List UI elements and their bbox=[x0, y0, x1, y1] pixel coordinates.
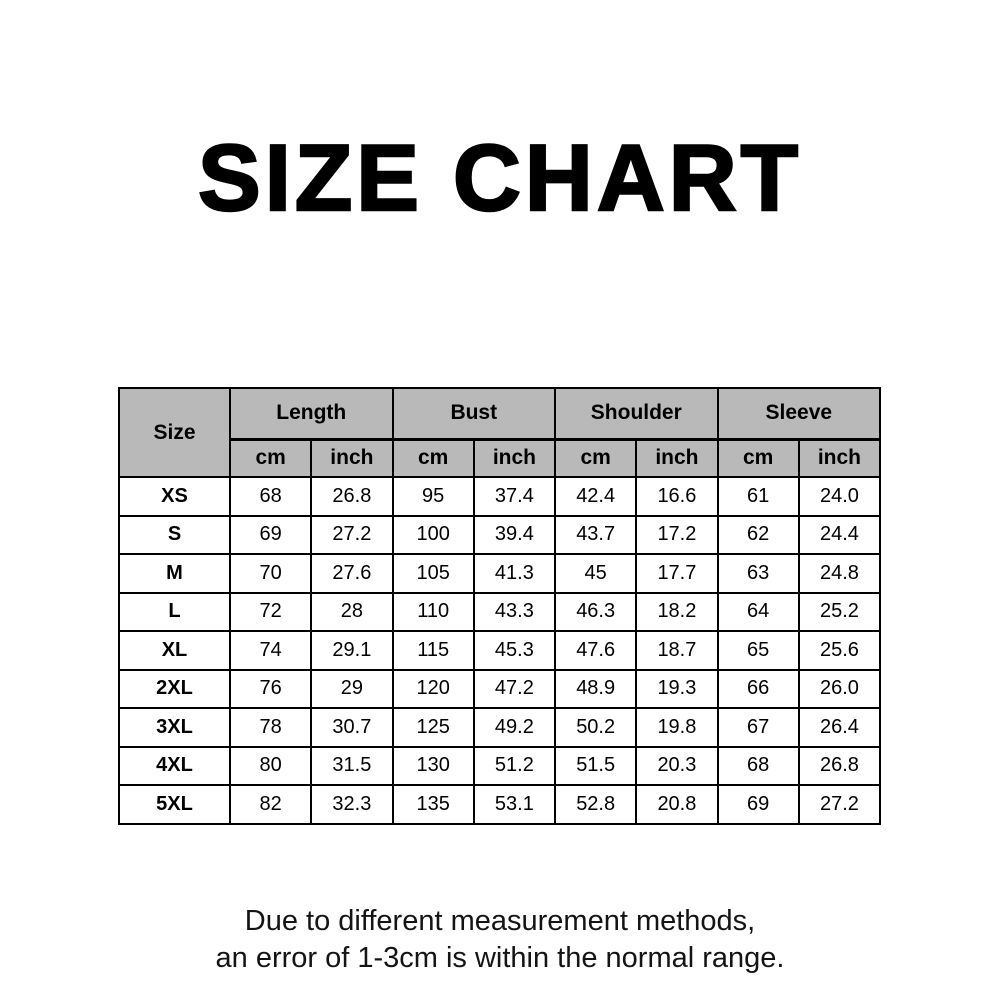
measurement-cell: 72 bbox=[230, 593, 311, 632]
measurement-cell: 24.4 bbox=[799, 516, 880, 555]
table-row bbox=[119, 593, 880, 632]
measurement-cell: 120 bbox=[393, 670, 474, 709]
measurement-cell: 67 bbox=[718, 708, 799, 747]
unit-header-length-inch: inch bbox=[311, 439, 392, 477]
measurement-cell: 16.6 bbox=[636, 477, 717, 516]
measurement-cell: 20.8 bbox=[636, 785, 717, 824]
table-row bbox=[119, 631, 880, 670]
measurement-cell: 100 bbox=[393, 516, 474, 555]
measurement-cell: 27.2 bbox=[311, 516, 392, 555]
measurement-cell: 43.7 bbox=[555, 516, 636, 555]
measurement-cell: 18.2 bbox=[636, 593, 717, 632]
measurement-cell: 70 bbox=[230, 554, 311, 593]
measurement-cell: 52.8 bbox=[555, 785, 636, 824]
measurement-cell: 20.3 bbox=[636, 747, 717, 786]
measurement-cell: 31.5 bbox=[311, 747, 392, 786]
measurement-cell: 26.4 bbox=[799, 708, 880, 747]
measurement-cell: 39.4 bbox=[474, 516, 555, 555]
measurement-cell: 32.3 bbox=[311, 785, 392, 824]
measurement-cell: 68 bbox=[230, 477, 311, 516]
measurement-cell: 74 bbox=[230, 631, 311, 670]
measurement-cell: 19.8 bbox=[636, 708, 717, 747]
measurement-cell: 135 bbox=[393, 785, 474, 824]
measurement-cell: 24.0 bbox=[799, 477, 880, 516]
measurement-cell: 63 bbox=[718, 554, 799, 593]
table-row bbox=[119, 747, 880, 786]
page-title: SIZE CHART bbox=[198, 125, 802, 230]
measurement-cell: 27.2 bbox=[799, 785, 880, 824]
group-header-row bbox=[119, 388, 880, 439]
note-line-1: Due to different measurement methods, bbox=[244, 905, 756, 937]
measurement-cell: 62 bbox=[718, 516, 799, 555]
measurement-cell: 43.3 bbox=[474, 593, 555, 632]
measurement-cell: 78 bbox=[230, 708, 311, 747]
measurement-cell: 82 bbox=[230, 785, 311, 824]
measurement-cell: 37.4 bbox=[474, 477, 555, 516]
table-row bbox=[119, 708, 880, 747]
measurement-cell: 51.5 bbox=[555, 747, 636, 786]
size-label: XL bbox=[119, 631, 230, 670]
measurement-cell: 42.4 bbox=[555, 477, 636, 516]
measurement-cell: 25.2 bbox=[799, 593, 880, 632]
measurement-cell: 29 bbox=[311, 670, 392, 709]
unit-header-length-cm: cm bbox=[230, 439, 311, 477]
group-header-length: Length bbox=[230, 388, 393, 439]
measurement-cell: 41.3 bbox=[474, 554, 555, 593]
measurement-cell: 26.8 bbox=[799, 747, 880, 786]
measurement-cell: 95 bbox=[393, 477, 474, 516]
unit-header-bust-inch: inch bbox=[474, 439, 555, 477]
unit-header-sleeve-cm: cm bbox=[718, 439, 799, 477]
size-label: L bbox=[119, 593, 230, 632]
group-header-shoulder: Shoulder bbox=[555, 388, 718, 439]
size-label: 4XL bbox=[119, 747, 230, 786]
size-label: XS bbox=[119, 477, 230, 516]
measurement-cell: 48.9 bbox=[555, 670, 636, 709]
note-line-2: an error of 1-3cm is within the normal range. bbox=[215, 942, 785, 975]
measurement-cell: 130 bbox=[393, 747, 474, 786]
measurement-cell: 125 bbox=[393, 708, 474, 747]
measurement-cell: 69 bbox=[230, 516, 311, 555]
measurement-cell: 27.6 bbox=[311, 554, 392, 593]
measurement-cell: 49.2 bbox=[474, 708, 555, 747]
measurement-cell: 19.3 bbox=[636, 670, 717, 709]
measurement-cell: 46.3 bbox=[555, 593, 636, 632]
measurement-cell: 50.2 bbox=[555, 708, 636, 747]
size-column-header: Size bbox=[119, 388, 230, 477]
measurement-cell: 110 bbox=[393, 593, 474, 632]
group-header-sleeve: Sleeve bbox=[718, 388, 881, 439]
measurement-cell: 47.2 bbox=[474, 670, 555, 709]
measurement-cell: 105 bbox=[393, 554, 474, 593]
measurement-cell: 30.7 bbox=[311, 708, 392, 747]
table-row bbox=[119, 516, 880, 555]
measurement-cell: 29.1 bbox=[311, 631, 392, 670]
measurement-cell: 51.2 bbox=[474, 747, 555, 786]
measurement-cell: 68 bbox=[718, 747, 799, 786]
table-row bbox=[119, 670, 880, 709]
table-row bbox=[119, 785, 880, 824]
measurement-cell: 69 bbox=[718, 785, 799, 824]
measurement-note bbox=[0, 903, 1000, 977]
measurement-cell: 28 bbox=[311, 593, 392, 632]
measurement-cell: 25.6 bbox=[799, 631, 880, 670]
size-label: 2XL bbox=[119, 670, 230, 709]
measurement-cell: 26.0 bbox=[799, 670, 880, 709]
measurement-cell: 66 bbox=[718, 670, 799, 709]
unit-header-bust-cm: cm bbox=[393, 439, 474, 477]
table-header bbox=[119, 388, 880, 477]
table-body bbox=[119, 477, 880, 824]
table-row bbox=[119, 554, 880, 593]
table-row bbox=[119, 477, 880, 516]
measurement-cell: 26.8 bbox=[311, 477, 392, 516]
measurement-cell: 45 bbox=[555, 554, 636, 593]
unit-header-shoulder-cm: cm bbox=[555, 439, 636, 477]
measurement-cell: 115 bbox=[393, 631, 474, 670]
size-label: S bbox=[119, 516, 230, 555]
measurement-cell: 65 bbox=[718, 631, 799, 670]
size-label: 3XL bbox=[119, 708, 230, 747]
measurement-cell: 24.8 bbox=[799, 554, 880, 593]
measurement-cell: 76 bbox=[230, 670, 311, 709]
size-label: M bbox=[119, 554, 230, 593]
measurement-cell: 17.7 bbox=[636, 554, 717, 593]
unit-header-sleeve-inch: inch bbox=[799, 439, 880, 477]
size-label: 5XL bbox=[119, 785, 230, 824]
measurement-cell: 80 bbox=[230, 747, 311, 786]
measurement-cell: 47.6 bbox=[555, 631, 636, 670]
unit-header-row bbox=[119, 439, 880, 477]
measurement-cell: 45.3 bbox=[474, 631, 555, 670]
measurement-cell: 17.2 bbox=[636, 516, 717, 555]
size-chart-table bbox=[118, 387, 881, 825]
group-header-bust: Bust bbox=[393, 388, 556, 439]
measurement-cell: 18.7 bbox=[636, 631, 717, 670]
measurement-cell: 53.1 bbox=[474, 785, 555, 824]
measurement-cell: 61 bbox=[718, 477, 799, 516]
unit-header-shoulder-inch: inch bbox=[636, 439, 717, 477]
measurement-cell: 64 bbox=[718, 593, 799, 632]
